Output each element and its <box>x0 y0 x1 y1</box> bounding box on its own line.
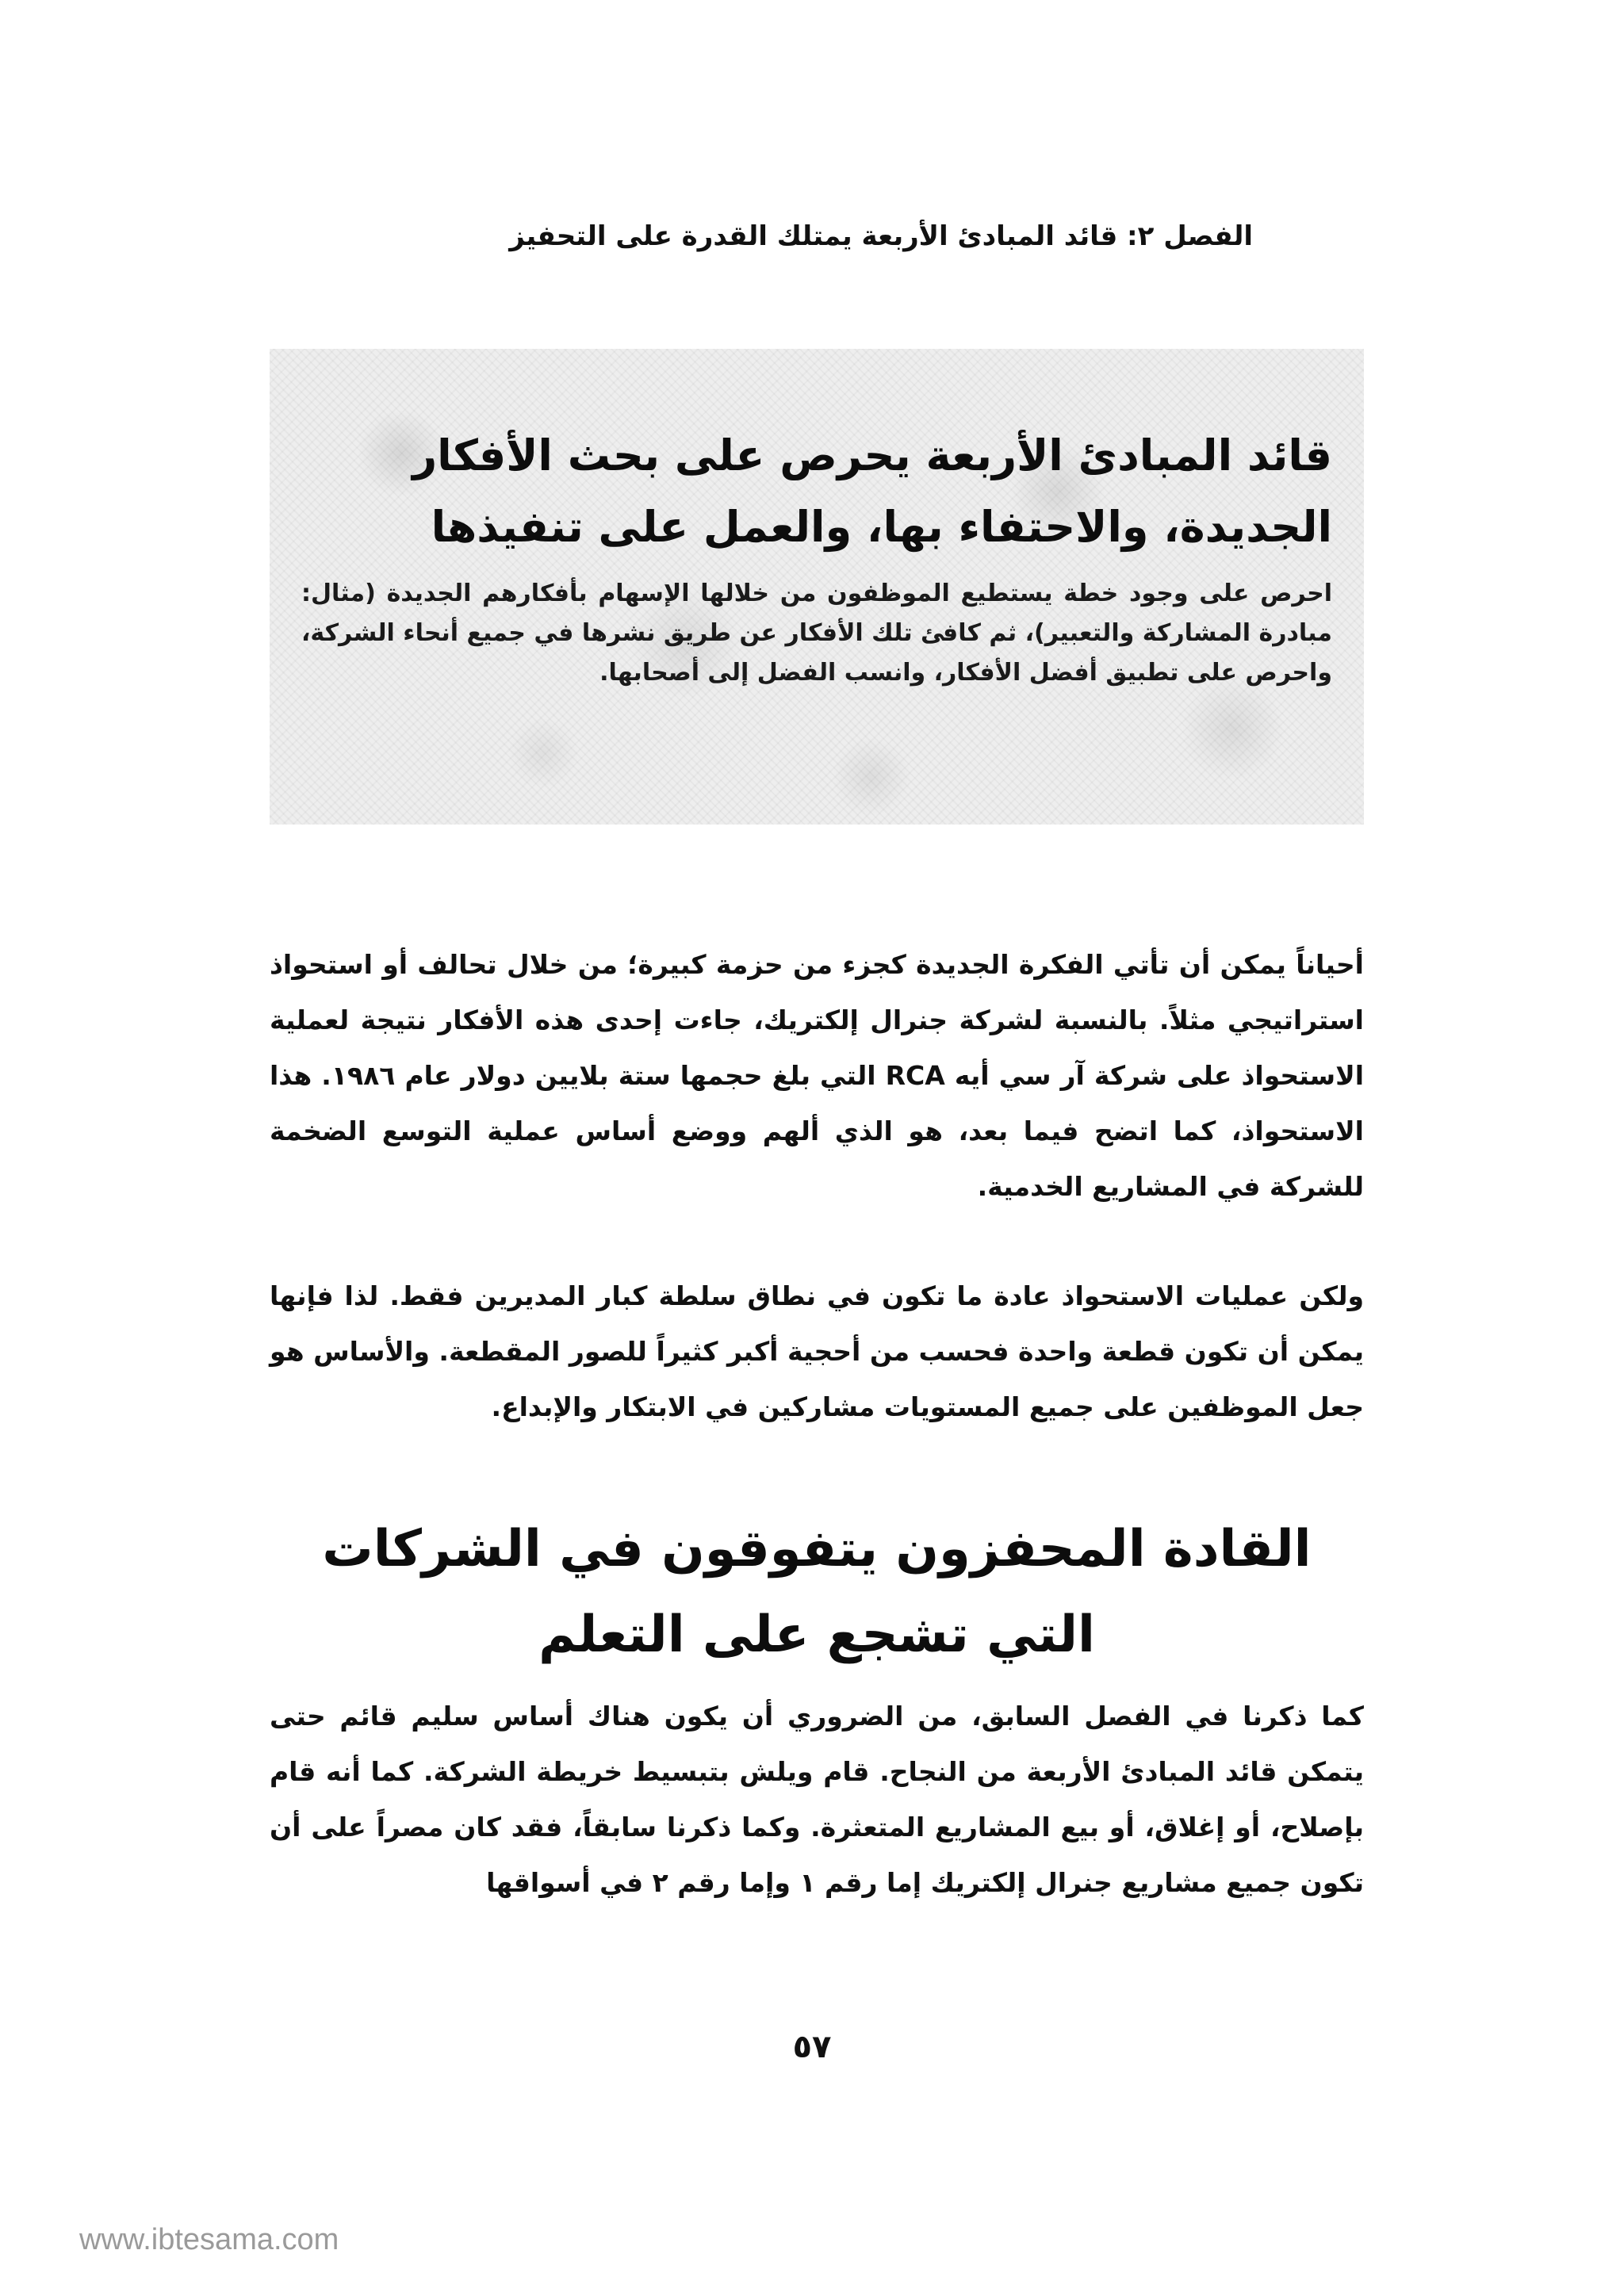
section-heading: القادة المحفزون يتفوقون في الشركات التي تشجع على التعلم <box>322 1520 1312 1664</box>
body-paragraph-3: كما ذكرنا في الفصل السابق، من الضروري أن يكون هناك أساس سليم قائم حتى يتمكن قائد المبادئ الأربعة من النجاح. قام ويلش بتبسيط خريطة الشركة. كما أنه قام بإصلاح، أو إغلاق، أو بيع المشاريع المتعثرة. وكما ذكرنا سابقاً، فقد كان مصراً على أن تكون جميع مشاريع جنرال إلكتريك إما رقم ١ وإما رقم ٢ في أسواقها <box>270 1701 1364 1898</box>
page-number: ٥٧ <box>792 2029 832 2065</box>
callout-text: احرص على وجود خطة يستطيع الموظفون من خلالها الإسهام بأفكارهم الجديدة (مثال: مبادرة المشاركة والتعبير)، ثم كافئ تلك الأفكار عن طريق نشرها في جميع أنحاء الشركة، واحرص على تطبيق أفضل الأفكار، وانسب الفضل إلى أصحابها. <box>301 580 1332 687</box>
callout-title: قائد المبادئ الأربعة يحرص على بحث الأفكار الجديدة، والاحتفاء بها، والعمل على تنفيذها <box>412 430 1332 552</box>
running-header: الفصل ٢: قائد المبادئ الأربعة يمتلك القدرة على التحفيز <box>509 220 1253 252</box>
highlight-callout-box <box>270 349 1364 825</box>
body-paragraph-2: ولكن عمليات الاستحواذ عادة ما تكون في نطاق سلطة كبار المديرين فقط. لذا فإنها يمكن أن تكون قطعة واحدة فحسب من أحجية أكبر كثيراً للصور المقطعة. والأساس هو جعل الموظفين على جميع المستويات مشاركين في الابتكار والإبداع. <box>270 1280 1364 1422</box>
site-watermark: www.ibtesama.com <box>79 2223 339 2256</box>
body-paragraph-1: أحياناً يمكن أن تأتي الفكرة الجديدة كجزء من حزمة كبيرة؛ من خلال تحالف أو استحواذ استراتيجي مثلاً. بالنسبة لشركة جنرال إلكتريك، جاءت إحدى هذه الأفكار نتيجة لعملية الاستحواذ على شركة آر سي أيه RCA التي بلغ حجمها ستة بلايين دولار عام ١٩٨٦. هذا الاستحواذ، كما اتضح فيما بعد، هو الذي ألهم ووضع أساس عملية التوسع الضخمة للشركة في المشاريع الخدمية. <box>270 949 1365 1202</box>
